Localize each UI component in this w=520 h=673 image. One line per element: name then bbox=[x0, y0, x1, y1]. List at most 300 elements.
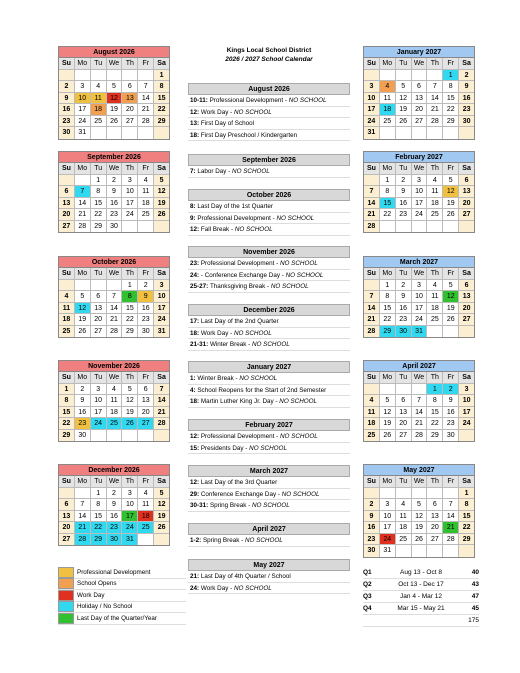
day-cell: 27 bbox=[122, 116, 138, 127]
day-cell: 10 bbox=[122, 186, 138, 197]
weekday-label: We bbox=[412, 372, 428, 383]
event-text: Presidents Day - bbox=[200, 444, 250, 452]
week-row bbox=[364, 291, 474, 303]
event-date: 4: bbox=[190, 386, 198, 394]
day-cell: 23 bbox=[396, 209, 412, 220]
weekday-label: We bbox=[107, 163, 123, 174]
legend-swatch bbox=[58, 590, 74, 601]
day-cell: 6 bbox=[59, 499, 75, 510]
day-cell bbox=[396, 221, 412, 233]
quarter-row bbox=[363, 603, 479, 615]
day-cell: 26 bbox=[107, 116, 123, 127]
month-title: September 2026 bbox=[59, 152, 169, 163]
day-cell bbox=[427, 221, 443, 233]
day-cell: 13 bbox=[59, 198, 75, 209]
week-row bbox=[364, 430, 474, 442]
day-cell bbox=[59, 175, 75, 186]
day-cell bbox=[427, 127, 443, 139]
weekday-label: Su bbox=[59, 163, 75, 174]
day-cell: 7 bbox=[412, 395, 428, 406]
quarter-summary bbox=[363, 567, 479, 627]
day-cell: 26 bbox=[396, 116, 412, 127]
day-cell: 22 bbox=[91, 209, 107, 220]
month-calendar bbox=[58, 256, 170, 338]
day-cell: 2 bbox=[59, 81, 75, 92]
day-cell: 21 bbox=[427, 104, 443, 115]
day-cell: 16 bbox=[364, 522, 380, 533]
day-cell: 5 bbox=[412, 499, 428, 510]
week-row bbox=[59, 430, 169, 442]
day-cell: 7 bbox=[107, 291, 123, 302]
day-cell: 1 bbox=[122, 280, 138, 291]
event-date: 17: bbox=[190, 318, 201, 325]
day-cell: 7 bbox=[427, 81, 443, 92]
day-cell bbox=[396, 384, 412, 395]
district-name: Kings Local School District bbox=[226, 47, 312, 54]
weekday-label: Fr bbox=[138, 163, 154, 174]
day-cell: 19 bbox=[75, 314, 91, 325]
event-date: 1: bbox=[190, 375, 198, 382]
weekday-label: Th bbox=[427, 58, 443, 69]
event-section bbox=[188, 154, 350, 178]
section-header: February 2027 bbox=[188, 419, 350, 431]
day-cell: 1 bbox=[380, 175, 396, 186]
week-row bbox=[364, 384, 474, 396]
month-calendar bbox=[363, 464, 475, 558]
week-row bbox=[364, 522, 474, 534]
day-cell: 30 bbox=[364, 545, 380, 557]
week-row bbox=[364, 407, 474, 419]
day-cell: 13 bbox=[138, 395, 154, 406]
day-cell: 20 bbox=[459, 198, 474, 209]
event-text: Martin Luther King Jr. Day - bbox=[200, 398, 280, 405]
day-cell: 22 bbox=[154, 104, 169, 115]
week-row bbox=[59, 534, 169, 546]
day-cell: 3 bbox=[412, 175, 428, 186]
day-cell: 12 bbox=[154, 499, 169, 510]
day-cell: 18 bbox=[59, 314, 75, 325]
day-cell: 23 bbox=[75, 418, 91, 429]
day-cell: 4 bbox=[138, 175, 154, 186]
day-cell: 17 bbox=[380, 522, 396, 533]
day-cell: 14 bbox=[443, 511, 459, 522]
day-cell: 13 bbox=[459, 186, 474, 197]
day-cell: 1 bbox=[380, 280, 396, 291]
week-row bbox=[364, 280, 474, 292]
day-cell bbox=[107, 430, 123, 442]
event-item bbox=[188, 118, 350, 130]
day-cell: 24 bbox=[122, 209, 138, 220]
day-cell bbox=[75, 488, 91, 499]
week-row bbox=[364, 127, 474, 139]
event-date: 24: bbox=[190, 584, 201, 592]
week-row bbox=[364, 499, 474, 511]
week-row bbox=[364, 209, 474, 221]
day-cell: 13 bbox=[459, 291, 474, 302]
event-text: Spring Break - bbox=[209, 502, 252, 509]
day-cell: 29 bbox=[91, 534, 107, 546]
day-cell: 10 bbox=[122, 499, 138, 510]
day-cell: 10 bbox=[412, 186, 428, 197]
event-date: 7: bbox=[190, 168, 198, 175]
day-cell: 7 bbox=[364, 186, 380, 197]
day-cell: 16 bbox=[396, 303, 412, 314]
week-row bbox=[364, 488, 474, 500]
weekday-label: Fr bbox=[443, 163, 459, 174]
day-cell bbox=[107, 280, 123, 291]
week-row bbox=[364, 186, 474, 198]
event-text: First Day of School bbox=[200, 120, 255, 127]
day-cell: 27 bbox=[427, 534, 443, 545]
day-cell: 26 bbox=[412, 534, 428, 545]
weekday-label: Fr bbox=[138, 372, 154, 383]
week-row bbox=[59, 314, 169, 326]
day-cell: 13 bbox=[59, 511, 75, 522]
day-cell: 28 bbox=[427, 116, 443, 127]
day-cell: 18 bbox=[138, 511, 154, 522]
month-calendar bbox=[363, 256, 475, 338]
quarter-days: 43 bbox=[471, 581, 479, 588]
day-cell: 17 bbox=[154, 303, 169, 314]
day-cell bbox=[75, 280, 91, 291]
day-cell: 29 bbox=[380, 326, 396, 338]
weekday-label: Th bbox=[122, 163, 138, 174]
day-cell: 3 bbox=[364, 81, 380, 92]
day-cell: 25 bbox=[427, 209, 443, 220]
weekday-label: Tu bbox=[91, 268, 107, 279]
day-cell bbox=[396, 127, 412, 139]
month-title: May 2027 bbox=[364, 465, 474, 476]
event-item bbox=[188, 443, 350, 455]
day-cell: 31 bbox=[412, 326, 428, 338]
day-cell: 30 bbox=[59, 127, 75, 139]
event-item bbox=[188, 339, 350, 351]
day-cell: 26 bbox=[75, 326, 91, 338]
event-item bbox=[188, 316, 350, 328]
weekday-label: Fr bbox=[443, 372, 459, 383]
legend-label: Work Day bbox=[77, 591, 105, 599]
day-cell: 14 bbox=[412, 407, 428, 418]
day-cell: 17 bbox=[412, 198, 428, 209]
day-cell: 30 bbox=[138, 326, 154, 338]
day-cell: 14 bbox=[138, 93, 154, 104]
day-cell bbox=[91, 280, 107, 291]
day-cell: 25 bbox=[380, 116, 396, 127]
event-section bbox=[188, 361, 350, 408]
day-cell: 4 bbox=[364, 395, 380, 406]
weekday-label: Tu bbox=[91, 58, 107, 69]
day-cell: 27 bbox=[459, 314, 474, 325]
week-row bbox=[59, 488, 169, 500]
day-cell: 30 bbox=[75, 430, 91, 442]
day-cell bbox=[380, 384, 396, 395]
day-cell bbox=[412, 70, 428, 81]
week-row bbox=[59, 522, 169, 534]
day-cell: 11 bbox=[91, 93, 107, 104]
week-row bbox=[364, 395, 474, 407]
event-note: NO SCHOOL bbox=[239, 375, 278, 382]
event-text: Last Day of the 1st Quarter bbox=[197, 203, 273, 210]
day-cell: 24 bbox=[122, 522, 138, 533]
day-cell: 29 bbox=[443, 116, 459, 127]
day-cell: 16 bbox=[396, 198, 412, 209]
legend-item bbox=[58, 567, 186, 579]
event-date: 21-31: bbox=[190, 341, 210, 348]
event-item bbox=[188, 281, 350, 293]
day-cell: 15 bbox=[154, 93, 169, 104]
day-cell: 21 bbox=[75, 209, 91, 220]
section-header: November 2026 bbox=[188, 246, 350, 258]
day-cell: 4 bbox=[107, 384, 123, 395]
weekday-label: Mo bbox=[75, 163, 91, 174]
day-cell: 16 bbox=[59, 104, 75, 115]
day-cell bbox=[380, 127, 396, 139]
weekday-label: Su bbox=[59, 372, 75, 383]
day-cell: 23 bbox=[107, 522, 123, 533]
event-item bbox=[188, 431, 350, 443]
quarter-name: Q2 bbox=[363, 581, 372, 588]
day-cell: 12 bbox=[107, 93, 123, 104]
day-cell: 9 bbox=[396, 291, 412, 302]
quarter-days: 40 bbox=[471, 569, 479, 576]
week-row bbox=[59, 198, 169, 210]
day-cell: 20 bbox=[91, 314, 107, 325]
day-cell: 16 bbox=[443, 407, 459, 418]
quarter-row bbox=[363, 567, 479, 579]
day-cell: 16 bbox=[107, 511, 123, 522]
day-cell: 7 bbox=[75, 499, 91, 510]
week-row bbox=[364, 511, 474, 523]
weekday-header-row bbox=[59, 372, 169, 384]
day-cell: 29 bbox=[154, 116, 169, 127]
weekday-label: Mo bbox=[75, 476, 91, 487]
day-cell: 10 bbox=[364, 93, 380, 104]
day-cell: 2 bbox=[138, 280, 154, 291]
event-date: 12: bbox=[190, 226, 201, 233]
event-note: NO SCHOOL bbox=[279, 260, 318, 267]
weekday-label: Sa bbox=[459, 163, 474, 174]
week-row bbox=[59, 499, 169, 511]
day-cell: 3 bbox=[75, 81, 91, 92]
day-cell bbox=[154, 127, 169, 139]
day-cell: 4 bbox=[427, 175, 443, 186]
day-cell: 16 bbox=[107, 198, 123, 209]
section-header: August 2026 bbox=[188, 83, 350, 95]
day-cell: 14 bbox=[75, 511, 91, 522]
day-cell bbox=[75, 70, 91, 81]
legend-swatch bbox=[58, 567, 74, 578]
day-cell: 30 bbox=[443, 430, 459, 442]
weekday-label: Su bbox=[364, 372, 380, 383]
weekday-label: Su bbox=[59, 58, 75, 69]
day-cell bbox=[91, 127, 107, 139]
day-cell: 20 bbox=[427, 522, 443, 533]
event-text: Winter Break - bbox=[209, 341, 252, 348]
day-cell: 22 bbox=[380, 314, 396, 325]
week-row bbox=[59, 93, 169, 105]
day-cell: 20 bbox=[412, 104, 428, 115]
month-title: December 2026 bbox=[59, 465, 169, 476]
day-cell: 17 bbox=[122, 198, 138, 209]
day-cell: 19 bbox=[380, 418, 396, 429]
weekday-label: Fr bbox=[138, 476, 154, 487]
day-cell: 23 bbox=[396, 314, 412, 325]
day-cell: 15 bbox=[380, 303, 396, 314]
day-cell: 15 bbox=[459, 511, 474, 522]
weekday-label: Su bbox=[364, 268, 380, 279]
day-cell: 12 bbox=[380, 407, 396, 418]
quarter-name: Q1 bbox=[363, 569, 372, 576]
event-date: 15: bbox=[190, 444, 201, 452]
event-note: NO SCHOOL bbox=[276, 214, 315, 222]
weekday-label: Tu bbox=[91, 476, 107, 487]
event-note: NO SCHOOL bbox=[270, 283, 309, 290]
day-cell: 13 bbox=[91, 303, 107, 314]
weekday-label: Mo bbox=[75, 58, 91, 69]
weekday-label: Sa bbox=[154, 163, 169, 174]
weekday-label: Mo bbox=[75, 372, 91, 383]
quarter-name: Q3 bbox=[363, 593, 372, 600]
event-item bbox=[188, 270, 350, 282]
day-cell: 1 bbox=[59, 384, 75, 395]
day-cell: 21 bbox=[154, 407, 169, 418]
day-cell: 8 bbox=[154, 81, 169, 92]
legend-item bbox=[58, 579, 186, 591]
weekday-label: Sa bbox=[154, 372, 169, 383]
week-row bbox=[364, 81, 474, 93]
day-cell: 5 bbox=[122, 384, 138, 395]
day-cell: 5 bbox=[107, 81, 123, 92]
event-section bbox=[188, 523, 350, 547]
day-cell: 17 bbox=[122, 511, 138, 522]
day-cell: 15 bbox=[91, 198, 107, 209]
weekday-header-row bbox=[59, 476, 169, 488]
day-cell: 30 bbox=[459, 116, 474, 127]
day-cell bbox=[364, 488, 380, 499]
day-cell: 27 bbox=[59, 534, 75, 546]
event-date: 30-31: bbox=[190, 502, 210, 509]
event-date: 8: bbox=[190, 203, 198, 210]
weekday-label: Tu bbox=[396, 163, 412, 174]
quarter-days: 175 bbox=[468, 617, 479, 624]
day-cell: 22 bbox=[459, 522, 474, 533]
day-cell: 24 bbox=[364, 116, 380, 127]
section-header: September 2026 bbox=[188, 154, 350, 166]
event-section bbox=[188, 304, 350, 351]
day-cell: 23 bbox=[364, 534, 380, 545]
week-row bbox=[364, 175, 474, 187]
day-cell: 25 bbox=[427, 314, 443, 325]
week-row bbox=[59, 116, 169, 128]
weekday-label: Mo bbox=[380, 476, 396, 487]
weekday-label: Fr bbox=[138, 58, 154, 69]
weekday-label: Th bbox=[122, 476, 138, 487]
event-item bbox=[188, 130, 350, 142]
day-cell: 21 bbox=[364, 314, 380, 325]
weekday-header-row bbox=[59, 268, 169, 280]
day-cell: 8 bbox=[459, 499, 474, 510]
day-cell: 19 bbox=[443, 303, 459, 314]
day-cell: 1 bbox=[91, 175, 107, 186]
day-cell: 2 bbox=[75, 384, 91, 395]
event-text: Last Day of the 2nd Quarter bbox=[200, 318, 279, 325]
legend-swatch bbox=[58, 578, 74, 589]
day-cell bbox=[443, 488, 459, 499]
quarter-dates: Mar 15 - May 21 bbox=[397, 605, 445, 612]
event-section bbox=[188, 189, 350, 236]
day-cell bbox=[380, 488, 396, 499]
day-cell: 22 bbox=[59, 418, 75, 429]
day-cell: 8 bbox=[443, 81, 459, 92]
event-section bbox=[188, 559, 350, 594]
event-note: NO SCHOOL bbox=[233, 329, 272, 337]
weekday-label: Th bbox=[427, 268, 443, 279]
day-cell: 18 bbox=[138, 198, 154, 209]
day-cell: 30 bbox=[107, 534, 123, 546]
day-cell: 12 bbox=[443, 186, 459, 197]
day-cell: 8 bbox=[427, 395, 443, 406]
weekday-header-row bbox=[364, 163, 474, 175]
day-cell: 5 bbox=[380, 395, 396, 406]
day-cell: 9 bbox=[75, 395, 91, 406]
day-cell bbox=[427, 545, 443, 557]
event-date: 25-27: bbox=[190, 283, 210, 290]
weekday-label: Fr bbox=[443, 58, 459, 69]
weekday-label: We bbox=[412, 476, 428, 487]
event-item bbox=[188, 385, 350, 397]
day-cell: 5 bbox=[443, 175, 459, 186]
day-cell: 28 bbox=[138, 116, 154, 127]
event-text: Last Day of the 3rd Quarter bbox=[200, 479, 278, 486]
day-cell: 19 bbox=[412, 522, 428, 533]
event-note: NO SCHOOL bbox=[233, 584, 272, 592]
event-item bbox=[188, 373, 350, 385]
quarter-dates: Oct 13 - Dec 17 bbox=[398, 581, 444, 588]
event-item bbox=[188, 213, 350, 225]
day-cell: 15 bbox=[122, 303, 138, 314]
day-cell: 12 bbox=[396, 93, 412, 104]
event-text: Thanksgiving Break - bbox=[209, 283, 271, 290]
day-cell: 26 bbox=[154, 209, 169, 220]
day-cell: 31 bbox=[380, 545, 396, 557]
weekday-label: Tu bbox=[396, 476, 412, 487]
day-cell: 27 bbox=[138, 418, 154, 429]
day-cell: 9 bbox=[364, 511, 380, 522]
day-cell: 3 bbox=[122, 175, 138, 186]
day-cell bbox=[380, 221, 396, 233]
weekday-label: We bbox=[412, 163, 428, 174]
day-cell: 16 bbox=[75, 407, 91, 418]
day-cell: 31 bbox=[75, 127, 91, 139]
weekday-header-row bbox=[364, 58, 474, 70]
day-cell: 19 bbox=[154, 511, 169, 522]
day-cell: 25 bbox=[138, 209, 154, 220]
day-cell: 6 bbox=[412, 81, 428, 92]
day-cell: 2 bbox=[443, 384, 459, 395]
event-item bbox=[188, 571, 350, 583]
event-text: Work Day - bbox=[200, 108, 234, 116]
day-cell: 9 bbox=[138, 291, 154, 302]
weekday-label: Fr bbox=[443, 476, 459, 487]
event-text: Conference Exchange Day - bbox=[200, 490, 282, 498]
event-item bbox=[188, 500, 350, 512]
weekday-label: Sa bbox=[154, 476, 169, 487]
day-cell: 17 bbox=[75, 104, 91, 115]
weekday-header-row bbox=[364, 372, 474, 384]
day-cell: 28 bbox=[443, 534, 459, 545]
day-cell bbox=[396, 545, 412, 557]
day-cell bbox=[154, 221, 169, 233]
